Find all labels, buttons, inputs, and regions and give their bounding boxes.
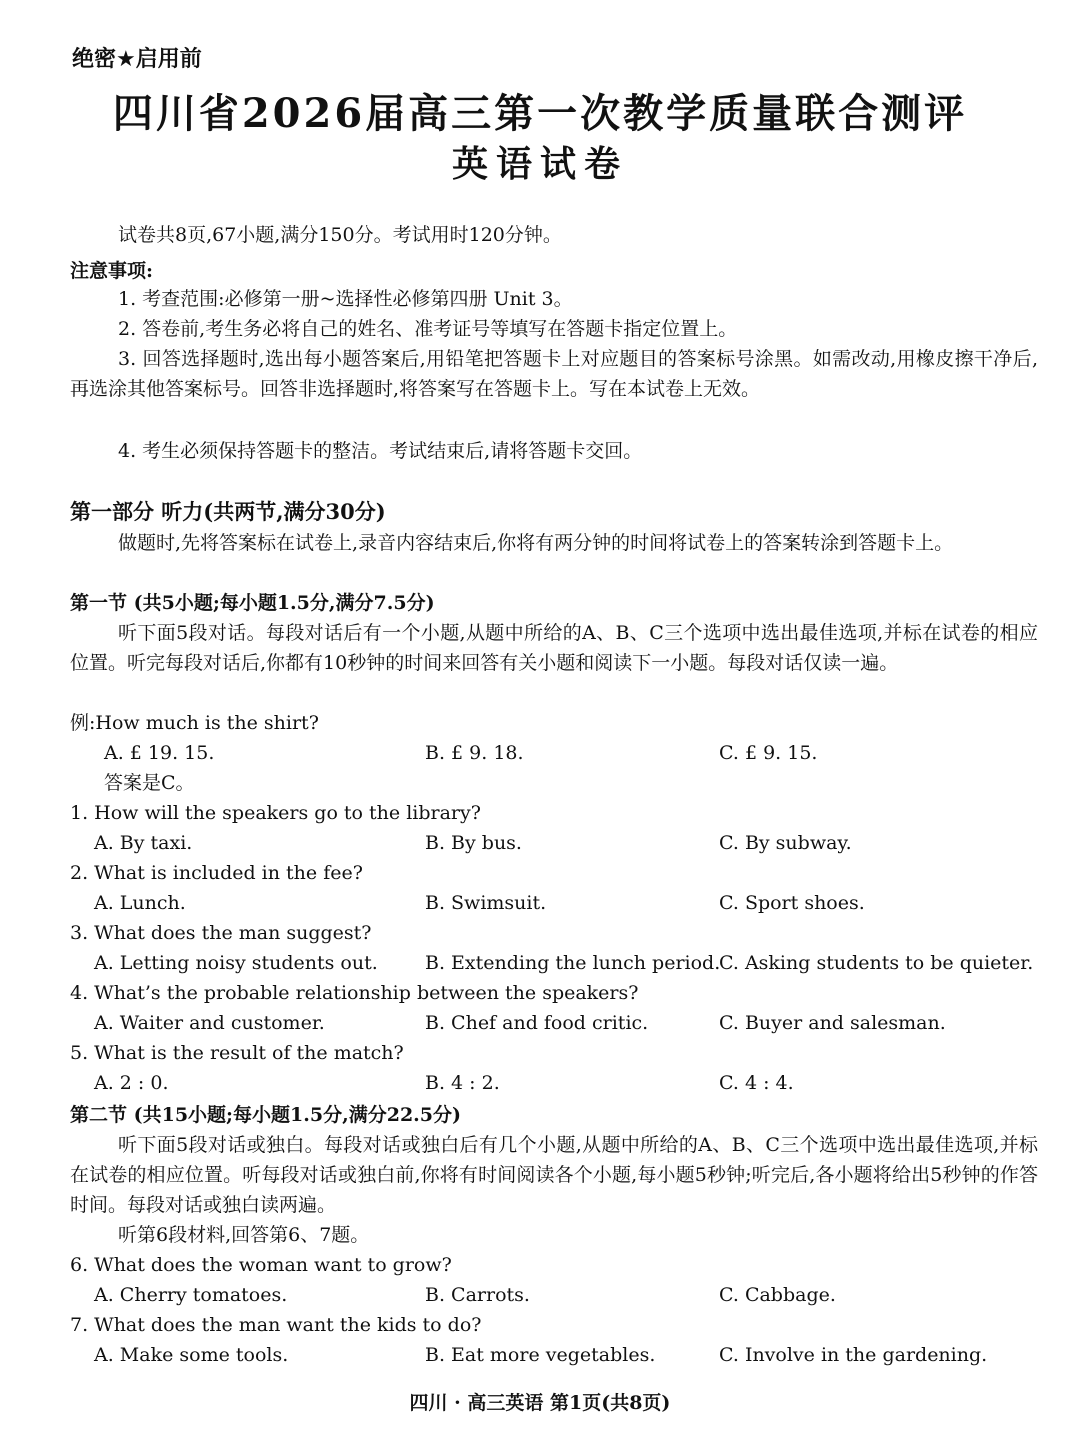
question-2: 2. What is included in the fee?: [70, 862, 363, 884]
q7-option-a: A. Make some tools.: [94, 1344, 289, 1366]
q2-option-b: B. Swimsuit.: [425, 892, 547, 914]
part1-instruction: 做题时,先将答案标在试卷上,录音内容结束后,你将有两分钟的时间将试卷上的答案转涂到答题卡上。: [118, 532, 954, 554]
question-5: 5. What is the result of the match?: [70, 1042, 404, 1064]
q4-option-a: A. Waiter and customer.: [94, 1012, 325, 1034]
notes-heading: 注意事项:: [70, 260, 154, 282]
question-4: 4. What’s the probable relationship between the speakers?: [70, 982, 639, 1004]
question-7: 7. What does the man want the kids to do?: [70, 1314, 482, 1336]
q3-option-b: B. Extending the lunch period.: [425, 952, 721, 974]
question-6: 6. What does the woman want to grow?: [70, 1254, 452, 1276]
example-option-c: C. £ 9. 15.: [719, 742, 818, 764]
q4-option-c: C. Buyer and salesman.: [719, 1012, 946, 1034]
q1-option-b: B. By bus.: [425, 832, 522, 854]
q3-option-c: C. Asking students to be quieter.: [719, 952, 1034, 974]
q6-option-b: B. Carrots.: [425, 1284, 530, 1306]
section1-instruction: 听下面5段对话。每段对话后有一个小题,从题中所给的A、B、C三个选项中选出最佳选项,并标在试卷的相应位置。听完每段对话后,你都有10秒钟的时间来回答有关小题和阅读下一小题。每段对话仅读一遍。: [70, 622, 1038, 674]
section2-heading: 第二节 (共15小题;每小题1.5分,满分22.5分): [70, 1104, 461, 1126]
q6-option-c: C. Cabbage.: [719, 1284, 836, 1306]
material-note: 听第6段材料,回答第6、7题。: [118, 1224, 370, 1246]
note-item-1: 1. 考查范围:必修第一册~选择性必修第四册 Unit 3。: [118, 288, 573, 310]
example-option-a: A. £ 19. 15.: [104, 742, 215, 764]
note-item-3: 3. 回答选择题时,选出每小题答案后,用铅笔把答题卡上对应题目的答案标号涂黑。如需改动,用橡皮擦干净后,再选涂其他答案标号。回答非选择题时,将答案写在答题卡上。写在本试卷上无效。: [70, 348, 1038, 400]
part1-heading: 第一部分 听力(共两节,满分30分): [70, 499, 386, 524]
note-item-2: 2. 答卷前,考生务必将自己的姓名、准考证号等填写在答题卡指定位置上。: [118, 318, 738, 340]
question-1: 1. How will the speakers go to the library?: [70, 802, 481, 824]
section2-instruction: 听下面5段对话或独白。每段对话或独白后有几个小题,从题中所给的A、B、C三个选项中选出最佳选项,并标在试卷的相应位置。听每段对话或独白前,你将有时间阅读各个小题,每小题5秒钟;听完后,各小题将给出5秒钟的作答时间。每段对话或独白读两遍。: [70, 1134, 1038, 1216]
q5-option-a: A. 2 : 0.: [94, 1072, 169, 1094]
q4-option-b: B. Chef and food critic.: [425, 1012, 649, 1034]
note-item-4: 4. 考生必须保持答题卡的整洁。考试结束后,请将答题卡交回。: [118, 440, 643, 462]
page-footer: 四川 · 高三英语 第1页(共8页): [409, 1392, 671, 1414]
confidential-label: 绝密★启用前: [72, 47, 202, 72]
q7-option-c: C. Involve in the gardening.: [719, 1344, 988, 1366]
q5-option-c: C. 4 : 4.: [719, 1072, 794, 1094]
q3-option-a: A. Letting noisy students out.: [94, 952, 378, 974]
q7-option-b: B. Eat more vegetables.: [425, 1344, 656, 1366]
q6-option-a: A. Cherry tomatoes.: [94, 1284, 288, 1306]
q1-option-a: A. By taxi.: [94, 832, 193, 854]
exam-subtitle: 英语试卷: [451, 143, 628, 185]
q5-option-b: B. 4 : 2.: [425, 1072, 500, 1094]
q2-option-c: C. Sport shoes.: [719, 892, 865, 914]
example-option-b: B. £ 9. 18.: [425, 742, 524, 764]
exam-title: 四川省2026届高三第一次教学质量联合测评: [112, 90, 968, 137]
example-answer: 答案是C。: [104, 772, 195, 794]
q2-option-a: A. Lunch.: [94, 892, 186, 914]
q1-option-c: C. By subway.: [719, 832, 852, 854]
section1-heading: 第一节 (共5小题;每小题1.5分,满分7.5分): [70, 592, 435, 614]
intro-text: 试卷共8页,67小题,满分150分。考试用时120分钟。: [118, 224, 562, 246]
example-question: 例:How much is the shirt?: [70, 712, 319, 734]
question-3: 3. What does the man suggest?: [70, 922, 372, 944]
